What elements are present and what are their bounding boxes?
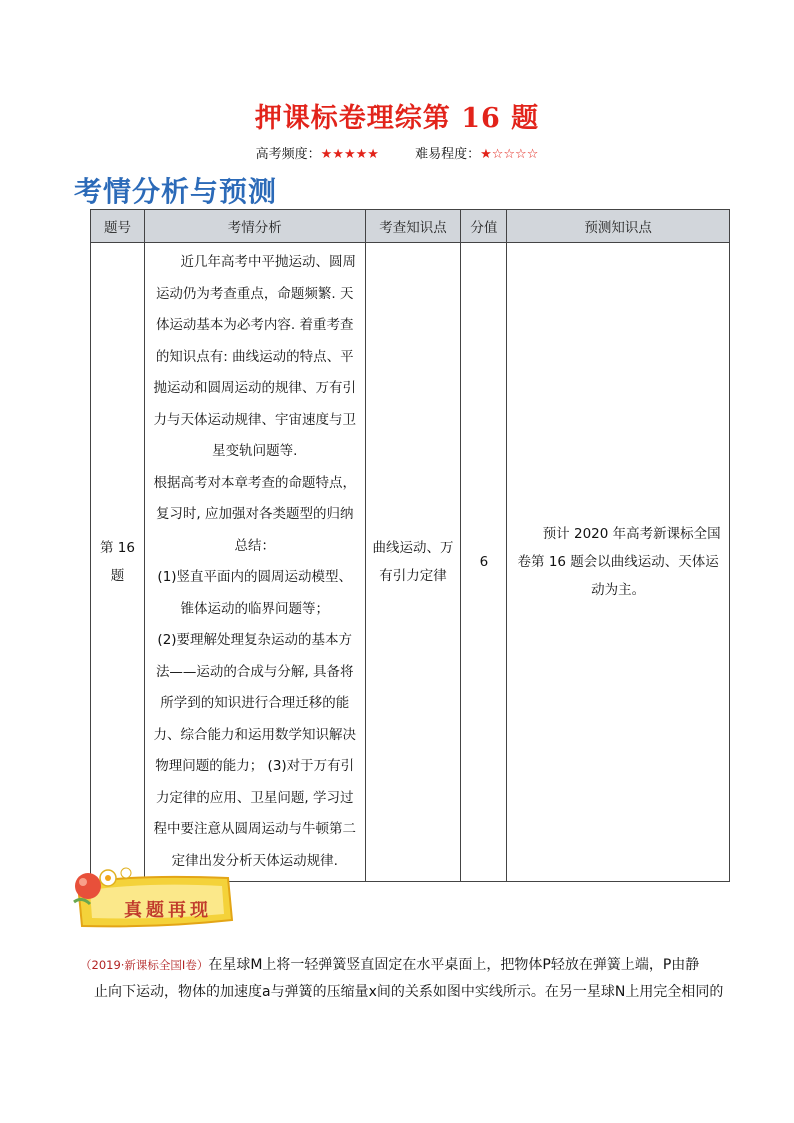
problem-source: （2019·新课标全国Ⅰ卷）: [80, 958, 209, 972]
problem-text: [80, 952, 730, 1006]
analysis-paragraph: 近几年高考中平抛运动、圆周运动仍为考查重点，命题频繁. 天体运动基本为必考内容. 着重考查的知识点有: 曲线运动的特点、平抛运动和圆周运动的规律、万有引力与天体运动规律、宇宙速度与卫星变轨问题等.: [153, 254, 356, 459]
difficulty-filled-star-icon: ★: [480, 147, 492, 162]
meta-bar: [0, 143, 794, 162]
problem-line-2: 止向下运动，物体的加速度a与弹簧的压缩量x间的关系如图中实线所示。在另一星球N上用完全相同的: [94, 984, 724, 1000]
page-title: 押课标卷理综第 16 题: [254, 103, 540, 134]
header-qnum: 题号: [91, 210, 145, 243]
frequency-stars-icon: ★★★★★: [320, 147, 379, 162]
score-cell: 6: [461, 243, 507, 882]
question-number-cell: 第 16 题: [91, 243, 145, 882]
analysis-table: [90, 209, 730, 882]
header-knowledge: 考查知识点: [365, 210, 461, 243]
analysis-paragraph: (1)竖直平面内的圆周运动模型、锥体运动的临界问题等；: [157, 569, 353, 617]
header-prediction: 预测知识点: [507, 210, 730, 243]
problem-line-1: 在星球M上将一轻弹簧竖直固定在水平桌面上，把物体P轻放在弹簧上端，P由静: [208, 957, 700, 973]
knowledge-cell: 曲线运动、万有引力定律: [365, 243, 461, 882]
prediction-cell: [507, 243, 730, 882]
prediction-text: 预计 2020 年高考新课标全国卷第 16 题会以曲线运动、天体运动为主。: [517, 526, 721, 598]
table-header-row: [91, 210, 730, 243]
analysis-paragraph: (2)要理解处理复杂运动的基本方法——运动的合成与分解, 具备将所学到的知识进行合理迁移的能力、综合能力和运用数学知识解决物理问题的能力； (3)对于万有引力定律的应用、卫星问题, 学习过程中要注意从圆周运动与牛顿第二定律出发分析天体运动规律.: [153, 632, 356, 869]
difficulty-rating: [415, 143, 538, 162]
analysis-paragraph: 根据高考对本章考查的命题特点，复习时, 应加强对各类题型的归纳总结：: [153, 474, 356, 554]
frequency-label: 高考频度：: [255, 147, 321, 162]
problem-line: [80, 952, 730, 979]
difficulty-empty-stars-icon: ☆☆☆☆: [491, 147, 539, 162]
analysis-cell: [144, 243, 365, 882]
header-analysis: 考情分析: [144, 210, 365, 243]
table-row: [91, 243, 730, 882]
header-score: 分值: [461, 210, 507, 243]
real-exam-banner-label: 真题再现: [124, 900, 212, 921]
section-heading: 考情分析与预测: [74, 175, 278, 208]
difficulty-label: 难易程度：: [415, 147, 481, 162]
frequency-rating: [256, 143, 379, 162]
